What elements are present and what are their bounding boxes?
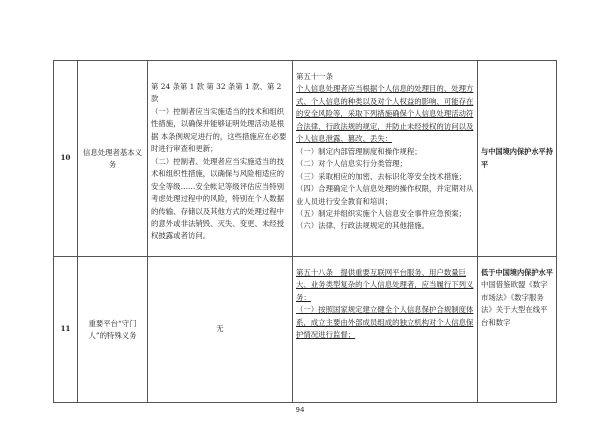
pipl-measure: （一）按照国家规定建立健全个人信息保护合规制度体系，成立主要由外部成员组成的独立机构对个人信息保护情况进行监督； xyxy=(296,305,474,340)
pipl-measure: （四）合理确定个人信息处理的操作权限，并定期对从业人员进行安全教育和培训； xyxy=(296,184,474,206)
pipl-measure: （一）制定内部管理制度和操作规程； xyxy=(296,146,422,156)
gdpr-provision-cell: 无 xyxy=(148,257,293,403)
row-number: 10 xyxy=(54,61,78,257)
gdpr-clause: （二）控制者、处理者应当实施适当的技术和组织性措施，以确保与风险相适应的安全等级……安全帐记等级评估应当特别考虑处理过程中的风险，特别在个人数据的传输、存储以及其他方式的处理过程中的意外或非法销毁、灭失、变更、未经授权披露或者访问。 xyxy=(151,156,285,241)
gdpr-clause: （一）控制者应当实施适当的技术和组织性措施，以确保并能够证明处理活动是根据 本条例规定进行的，这些措施应在必要时进行审查和更新； xyxy=(151,106,287,154)
pipl-article-title: 第五十一条 xyxy=(296,72,333,81)
pipl-article-body: 第五十八条 提供重要互联网平台服务、用户数量巨大、业务类型复杂的个人信息处理者，应当履行下列义务： xyxy=(296,268,474,302)
comparison-result: 低于中国境内保护水平 xyxy=(481,268,553,277)
pipl-provision-cell xyxy=(293,61,478,257)
table-row xyxy=(54,61,557,257)
gdpr-provision-cell xyxy=(148,61,293,257)
pipl-provision-cell xyxy=(293,257,478,403)
pipl-article-body: 个人信息处理者应当根据个人信息的处理目的、处理方式、个人信息的种类以及对个人权益的影响、可能存在的安全风险等，采取下列措施确保个人信息处理活动符合法律、行政法规的规定，并防止未经授权的访问以及个人信息泄露、篡改、丢失： xyxy=(296,84,474,144)
comparison-result-cell xyxy=(478,257,557,403)
obligation-name: 重要平台“守门人”的特殊义务 xyxy=(78,257,148,403)
gdpr-article-ref: 第 24 条第 1 款 第 32 条第 1 款、第 2 款 xyxy=(151,82,282,104)
table-row xyxy=(54,257,557,403)
pipl-measure: （五）制定并组织实施个人信息安全事件应急预案； xyxy=(296,208,466,218)
comparison-note: 中国借鉴欧盟《数字市场法》《数字服务法》关于大型在线平台和数字 xyxy=(481,280,548,327)
page-number: 94 xyxy=(295,406,305,414)
row-number: 11 xyxy=(54,257,78,403)
comparison-table xyxy=(53,60,557,403)
comparison-result: 与中国境内保护水平持平 xyxy=(481,147,553,169)
pipl-measure: （三）采取相应的加密、去标识化等安全技术措施； xyxy=(296,171,466,181)
obligation-name: 信息处理者基本义务 xyxy=(78,61,148,257)
pipl-measure: （二）对个人信息实行分类管理； xyxy=(296,159,407,169)
pipl-measure: （六）法律、行政法规规定的其他措施。 xyxy=(296,221,430,231)
comparison-result-cell xyxy=(478,61,557,257)
